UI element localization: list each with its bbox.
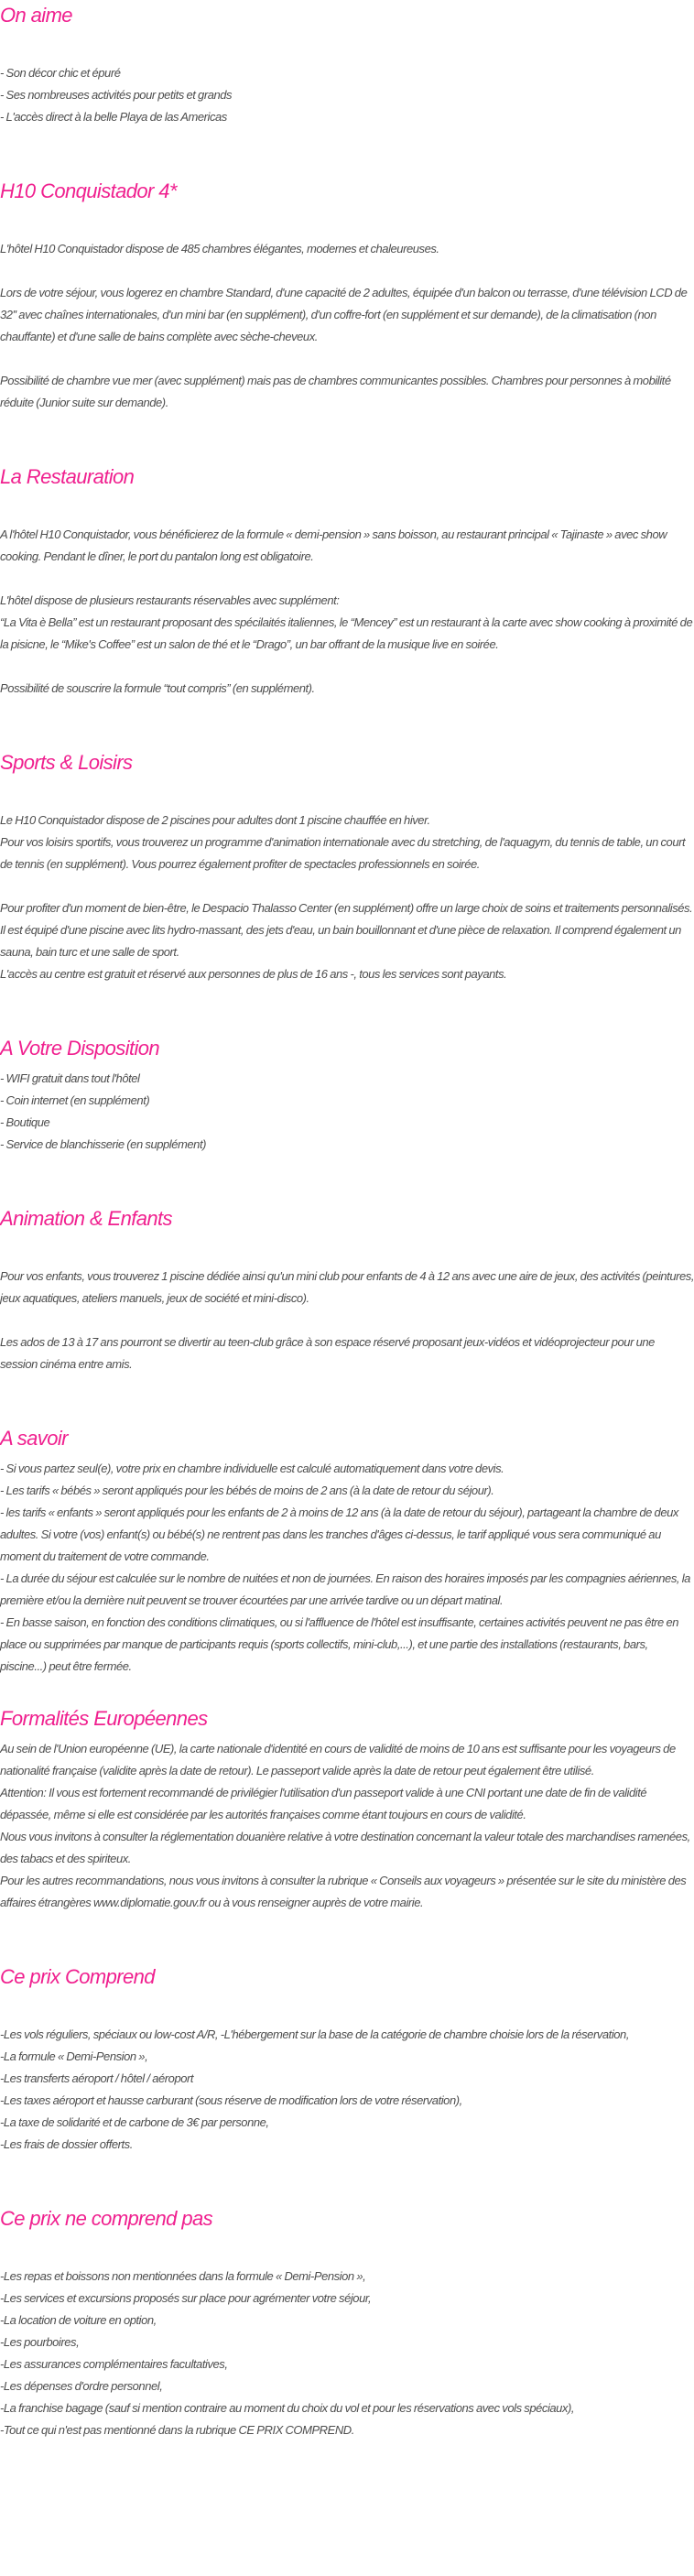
section-prix-ne-comprend-pas [0,2205,694,2441]
section-animation [0,1205,694,1375]
hotel-intro-paragraph: L'hôtel H10 Conquistador dispose de 485 chambres élégantes, modernes et chaleureuses. [0,242,439,255]
section-on-aime [0,0,694,128]
formalites-customs-paragraph: Nous vous invitons à consulter la réglementation douanière relative à votre destination concernant la valeur totale des marchandises ramenées, des tabacs et des spiriteux. [0,1830,690,1865]
list-item: - Si vous partez seul(e), votre prix en chambre individuelle est calculé automatiquement dans votre devis. [0,1462,504,1475]
section-title-prix-comprend: Ce prix Comprend [0,1965,155,1988]
list-item: - Ses nombreuses activités pour petits et grands [0,88,233,102]
list-item: -Les services et excursions proposés sur place pour agrémenter votre séjour, [0,2291,372,2305]
animation-teens-paragraph: Les ados de 13 à 17 ans pourront se divertir au teen-club grâce à son espace réservé proposant jeux-vidéos et vidéoprojecteur pour une session cinéma entre amis. [0,1335,655,1371]
section-title-prix-ne-comprend-pas: Ce prix ne comprend pas [0,2207,212,2230]
list-item: -Les repas et boissons non mentionnées dans la formule « Demi-Pension », [0,2269,366,2283]
section-title-disposition: A Votre Disposition [0,1037,160,1060]
section-title-on-aime: On aime [0,4,72,27]
list-item: - WIFI gratuit dans tout l'hôtel [0,1071,140,1085]
formalites-warning-paragraph: Attention: Il vous est fortement recommandé de privilégier l'utilisation d'un passeport valide à une CNI portant une date de fin de validité dépassée, même si elle est considérée par les autorités françaises comme étant toujours en cours de validité. [0,1786,647,1821]
list-item: - Service de blanchisserie (en supplément) [0,1137,206,1151]
sports-thalasso-paragraph: Pour profiter d'un moment de bien-être, le Despacio Thalasso Center (en supplément) offre un large choix de soins et traitements personnalisés. Il est équipé d'une piscine avec lits hydro-massant, des jets d'eau, un bain bouillonnant et d'une pièce de relaxation. Il comprend également un sauna, bain turc et une salle de sport. [0,901,693,959]
section-sports [0,749,694,985]
list-item: - Coin internet (en supplément) [0,1093,150,1107]
section-restauration [0,463,694,700]
list-item: -Les frais de dossier offerts. [0,2137,133,2151]
section-a-savoir [0,1425,694,1678]
list-item: -Les taxes aéroport et hausse carburant (sous réserve de modification lors de votre réservation), [0,2093,462,2107]
section-formalites [0,1705,694,1914]
section-title-sports: Sports & Loisirs [0,751,133,774]
list-item: -Les dépenses d'ordre personnel, [0,2379,163,2393]
section-title-hotel: H10 Conquistador 4* [0,179,177,202]
hotel-room-paragraph: Lors de votre séjour, vous logerez en chambre Standard, d'une capacité de 2 adultes, équipée d'un balcon ou terrasse, d'une télévision LCD de 32'' avec chaînes internationales, d'un mini bar (en supplément), d'un coffre-fort (en supplément et sur demande), de la climatisation (non chauffante) et d'une salle de bains complète avec sèche-cheveux. [0,286,688,343]
list-item: - En basse saison, en fonction des conditions climatiques, ou si l'affluence de l'hôtel est insuffisante, certaines activités peuvent ne pas être en place ou supprimées par manque de participants requis (sports collectifs, mini-club,...), et une partie des installations (restaurants, bars, piscine...) peut être fermée. [0,1615,679,1673]
section-title-restauration: La Restauration [0,465,135,488]
animation-kids-paragraph: Pour vos enfants, vous trouverez 1 piscine dédiée ainsi qu'un mini club pour enfants de 4 à 12 ans avec une aire de jeux, des activités (peintures, jeux aquatiques, ateliers manuels, jeux de société et mini-disco). [0,1269,694,1305]
hotel-options-paragraph: Possibilité de chambre vue mer (avec supplément) mais pas de chambres communicantes possibles. Chambres pour personnes à mobilité réduite (Junior suite sur demande). [0,374,671,409]
section-title-a-savoir: A savoir [0,1427,68,1450]
list-item: - les tarifs « enfants » seront appliqués pour les enfants de 2 à moins de 12 ans (à la date de retour du séjour), partageant la chambre de deux adultes. Si votre (vos) enfant(s) ou bébé(s) ne rentrent pas dans les tranches d'âges ci-dessus, le tarif appliqué vous sera communiqué au moment du traitement de votre commande. [0,1505,678,1563]
sports-pools-paragraph: Le H10 Conquistador dispose de 2 piscines pour adultes dont 1 piscine chauffée en hiver. [0,813,430,827]
list-item: - La durée du séjour est calculée sur le nombre de nuitées et non de journées. En raison des horaires imposés par les compagnies aériennes, la première et/ou la dernière nuit peuvent se trouver écourtées par une arrivée tardive ou un départ matinal. [0,1571,690,1607]
list-item: - Son décor chic et épuré [0,66,121,80]
list-item: - Les tarifs « bébés » seront appliqués pour les bébés de moins de 2 ans (à la date de retour du séjour). [0,1484,494,1497]
list-item: -La location de voiture en option, [0,2313,157,2327]
list-item: -Les assurances complémentaires facultatives, [0,2357,228,2371]
section-title-formalites: Formalités Européennes [0,1707,208,1730]
formalites-id-paragraph: Au sein de l'Union européenne (UE), la carte nationale d'identité en cours de validité de moins de 10 ans est suffisante pour les voyageurs de nationalité française (validite après la date de retour). Le passeport valide après la date de retour peut également être utilisé. [0,1742,676,1777]
section-disposition [0,1035,694,1156]
sports-thalasso-access: L'accès au centre est gratuit et réservé aux personnes de plus de 16 ans -, tous les services sont payants. [0,967,507,981]
restauration-formula-paragraph: A l'hôtel H10 Conquistador, vous bénéficierez de la formule « demi-pension » sans boisson, au restaurant principal « Tajinaste » avec show cooking. Pendant le dîner, le port du pantalon long est obligatoire. [0,527,667,563]
section-hotel [0,178,694,414]
list-item: -Les pourboires, [0,2335,80,2349]
list-item: -Les vols réguliers, spéciaux ou low-cost A/R, -L'hébergement sur la base de la catégorie de chambre choisie lors de la réservation, [0,2027,629,2041]
section-title-animation: Animation & Enfants [0,1207,172,1230]
list-item: -La franchise bagage (sauf si mention contraire au moment du choix du vol et pour les réservations avec vols spéciaux), [0,2401,575,2415]
restauration-restaurants-intro: L'hôtel dispose de plusieurs restaurants réservables avec supplément: [0,593,340,607]
sports-activities-paragraph: Pour vos loisirs sportifs, vous trouverez un programme d'animation internationale avec du stretching, de l'aquagym, du tennis de table, un court de tennis (en supplément). Vous pourrez également profiter de spectacles professionnels en soirée. [0,835,686,871]
list-item: -Les transferts aéroport / hôtel / aéroport [0,2071,194,2085]
formalites-advice-paragraph: Pour les autres recommandations, nous vous invitons à consulter la rubrique « Conseils aux voyageurs » présentée sur le site du ministère des affaires étrangères www.diplomatie.gouv.fr ou à vous renseigner auprès de votre mairie. [0,1874,687,1909]
section-prix-comprend [0,1963,694,2156]
list-item: -Tout ce qui n'est pas mentionné dans la rubrique CE PRIX COMPREND. [0,2423,354,2437]
restauration-restaurants-list: “La Vita è Bella” est un restaurant proposant des spécilaités italiennes, le “Mencey” est un restaurant à la carte avec show cooking à proximité de la pisicne, le “Mike's Coffee” est un salon de thé et le “Drago”, un bar offrant de la musique live en soirée. [0,615,693,651]
list-item: -La formule « Demi-Pension », [0,2049,148,2063]
restauration-all-inclusive: Possibilité de souscrire la formule “tout compris” (en supplément). [0,681,315,695]
list-item: - L'accès direct à la belle Playa de las Americas [0,110,227,124]
list-item: -La taxe de solidarité et de carbone de 3€ par personne, [0,2115,269,2129]
list-item: - Boutique [0,1115,50,1129]
